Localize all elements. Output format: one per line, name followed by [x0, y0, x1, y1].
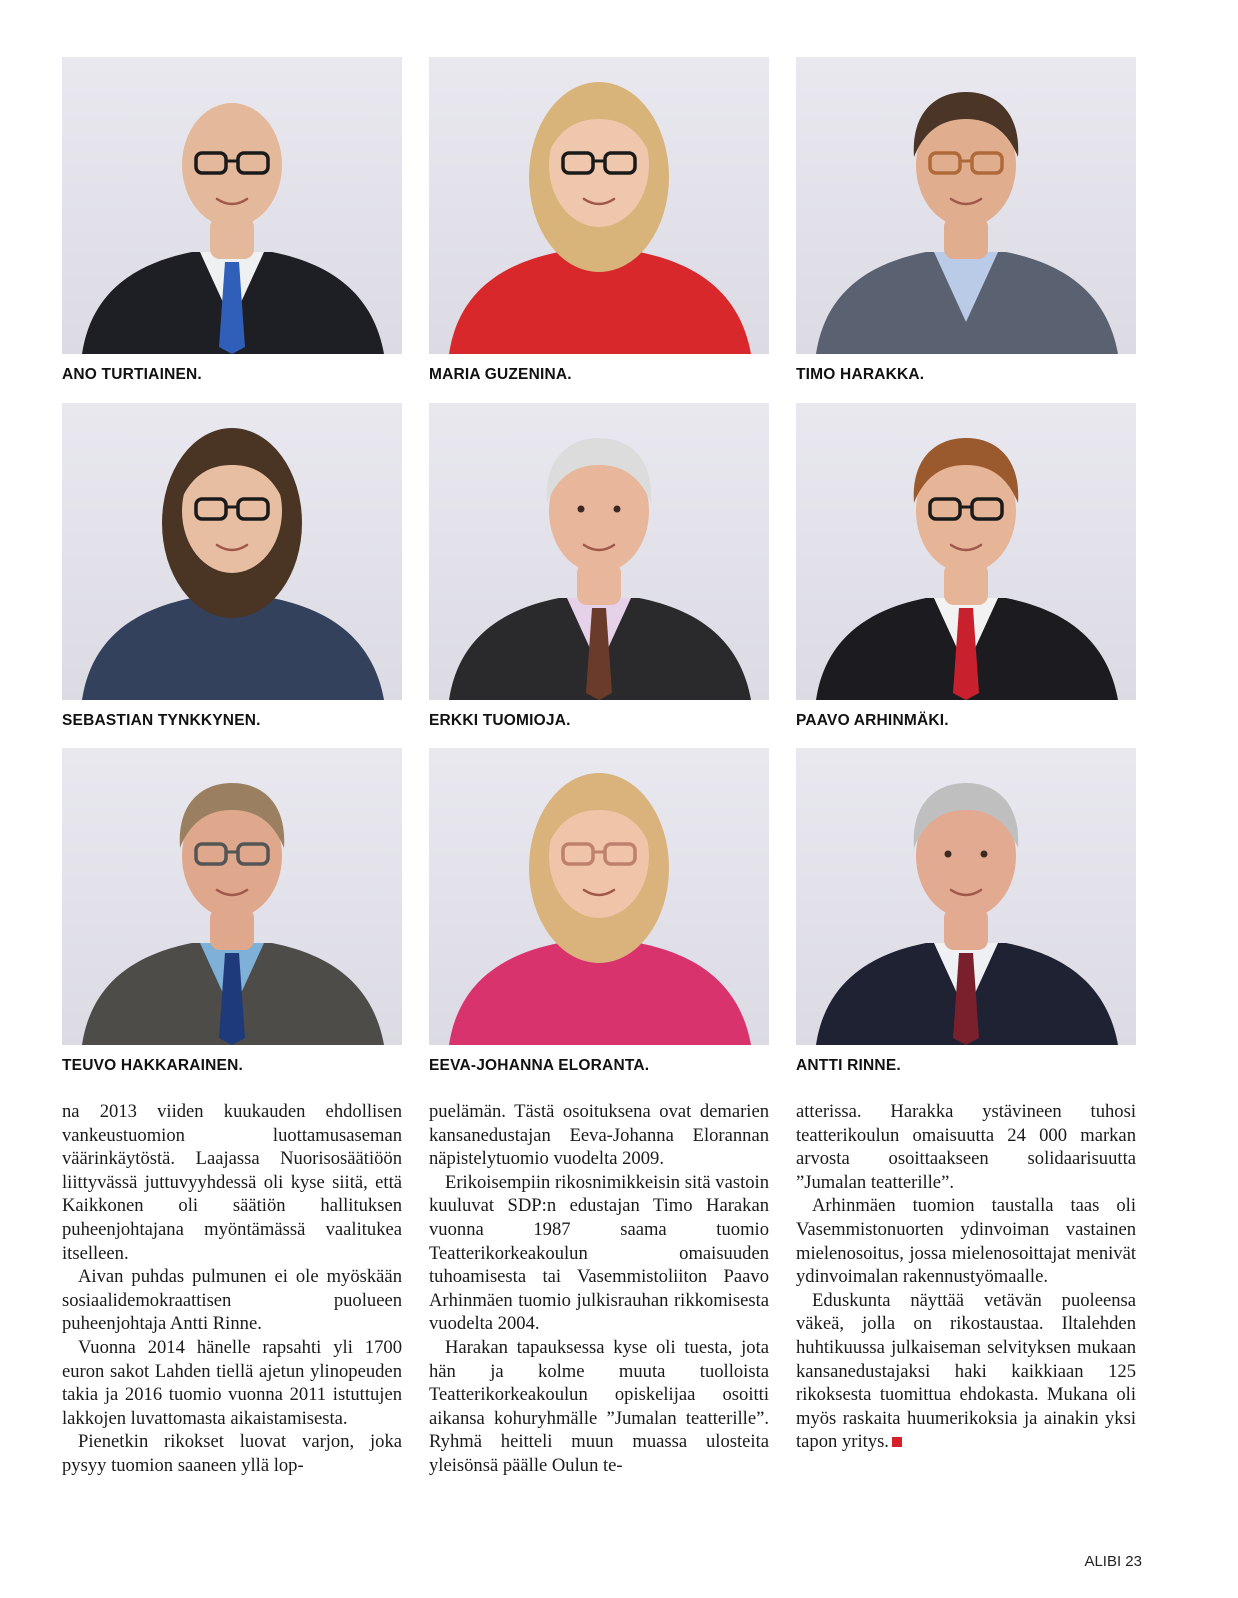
- paragraph: Aivan puhdas pulmunen ei ole myöskään sosiaalidemokraattisen puolueen puheenjohtaja Antti Rinne.: [62, 1266, 402, 1335]
- paragraph-text: Eduskunta näyttää vetävän puoleensa väkeä, jolla on rikostaustaa. Iltalehden huhtikuussa julkaiseman selvityksen mukaan kansanedustajaksi haki kaikkiaan 125 rikoksesta tuomittua ehdokasta. Mukana oli myös raskaita huumerikoksia ja ainakin yksi tapon yritys.: [796, 1289, 1136, 1453]
- portrait-illustration: [796, 403, 1136, 700]
- portrait-caption: ERKKI TUOMIOJA.: [429, 712, 571, 729]
- portrait-cell: [429, 748, 769, 1075]
- portrait-illustration: [796, 57, 1136, 354]
- portrait-caption: TEUVO HAKKARAINEN.: [62, 1057, 243, 1074]
- paragraph: [796, 1289, 1136, 1454]
- portrait-photo: [429, 748, 769, 1045]
- portrait-caption: MARIA GUZENINA.: [429, 366, 572, 383]
- portrait-cell: [796, 57, 1136, 384]
- end-of-article-mark: [892, 1437, 902, 1447]
- eye-left: [945, 851, 952, 858]
- paragraph: atterissa. Harakka ystävineen tuhosi teatterikoulun omaisuutta 24 000 markan arvosta osoittaakseen solidaarisuutta ”Jumalan teatterille”.: [796, 1101, 1136, 1193]
- portrait-cell: [62, 403, 402, 730]
- portrait-cell: [429, 403, 769, 730]
- portrait-photo: [429, 57, 769, 354]
- portrait-illustration: [429, 748, 769, 1045]
- paragraph: Arhinmäen tuomion taustalla taas oli Vasemmistonuorten ydinvoiman vastainen mielenosoitus, jossa mielenosoittajat menivät ydinvoimalan rakennustyömaalle.: [796, 1195, 1136, 1288]
- eye-left: [578, 506, 585, 513]
- portrait-cell: [796, 403, 1136, 730]
- article-column-2: [429, 1100, 769, 1478]
- portrait-caption: PAAVO ARHINMÄKI.: [796, 712, 949, 729]
- portrait-photo: [62, 748, 402, 1045]
- portrait-caption: ANO TURTIAINEN.: [62, 366, 202, 383]
- paragraph: na 2013 viiden kuukauden ehdollisen vankeustuomion luottamusaseman väärinkäytöstä. Laajassa Nuorisosäätiöön liittyvässä juttuvyyhdessä oli kyse siitä, että Kaikkonen oli säätiön hallituksen puheenjohtajana myöntämässä vaalitukea itselleen.: [62, 1101, 402, 1264]
- portrait-photo: [796, 748, 1136, 1045]
- paragraph: Harakan tapauksessa kyse oli tuesta, jota hän ja kolme muuta tuolloista Teatterikorkeakoulun opiskelijaa osoitti aikansa kohuryhmälle ”Jumalan teatterille”. Ryhmä heitteli muun muassa ulosteita yleisönsä päälle Oulun te-: [429, 1336, 769, 1476]
- portrait-photo: [796, 57, 1136, 354]
- portrait-caption: EEVA-JOHANNA ELORANTA.: [429, 1057, 650, 1074]
- paragraph: Erikoisempiin rikosnimikkeisin sitä vastoin kuuluvat SDP:n edustajan Timo Harakan vuonna 1987 saama tuomio Teatterikorkeakoulun omaisuuden tuhoamisesta tai Vasemmistoliiton Paavo Arhinmäen tuomio julkisrauhan rikkomisesta vuodelta 2004.: [429, 1171, 769, 1335]
- page-folio: ALIBI 23: [1084, 1553, 1142, 1570]
- portrait-caption: SEBASTIAN TYNKKYNEN.: [62, 712, 261, 729]
- portrait-photo: [62, 403, 402, 700]
- eye-right: [614, 506, 621, 513]
- portrait-cell: [796, 748, 1136, 1075]
- portrait-cell: [62, 748, 402, 1075]
- paragraph: Vuonna 2014 hänelle rapsahti yli 1700 euron sakot Lahden tiellä ajetun ylinopeuden takia ja 2016 tuomio vuonna 2011 istuttujen lakkojen luvattomasta aikaistamisesta.: [62, 1336, 402, 1429]
- article-column-3: [796, 1100, 1136, 1454]
- portrait-illustration: [62, 403, 402, 700]
- portrait-photo: [429, 403, 769, 700]
- portrait-illustration: [62, 748, 402, 1045]
- eye-right: [981, 851, 988, 858]
- portrait-illustration: [429, 57, 769, 354]
- portrait-caption: TIMO HARAKKA.: [796, 366, 925, 383]
- portrait-photo: [796, 403, 1136, 700]
- portrait-photo: [62, 57, 402, 354]
- portrait-illustration: [796, 748, 1136, 1045]
- portrait-cell: [62, 57, 402, 384]
- paragraph: puelämän. Tästä osoituksena ovat demarien kansanedustajan Eeva-Johanna Elorannan näpistelytuomio vuodelta 2009.: [429, 1101, 769, 1170]
- portrait-illustration: [429, 403, 769, 700]
- portrait-caption: ANTTI RINNE.: [796, 1057, 901, 1074]
- portrait-illustration: [62, 57, 402, 354]
- portrait-cell: [429, 57, 769, 384]
- article-column-1: [62, 1100, 402, 1478]
- paragraph: Pienetkin rikokset luovat varjon, joka pysyy tuomion saaneen yllä lop-: [62, 1431, 402, 1476]
